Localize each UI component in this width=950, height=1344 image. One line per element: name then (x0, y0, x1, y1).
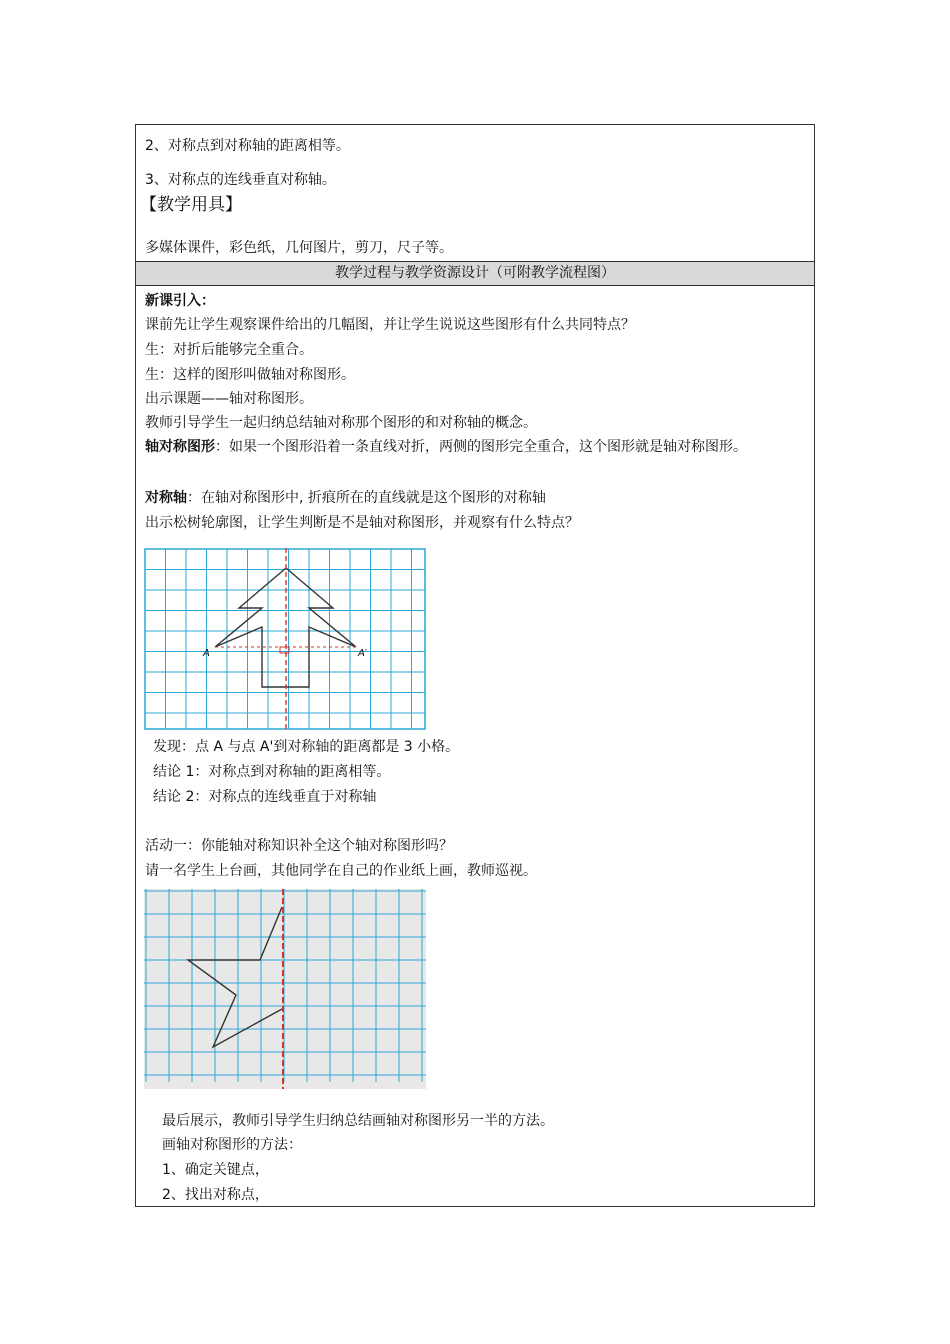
definition-axis: 对称轴：在轴对称图形中, 折痕所在的直线就是这个图形的对称轴 (145, 490, 546, 506)
ending-3: 1、确定关键点， (162, 1162, 269, 1178)
section-band-title: 教学过程与教学资源设计（可附教学流程图） (136, 261, 814, 286)
star-half-figure (144, 889, 426, 1089)
activity-2: 请一名学生上台画，其他同学在自己的作业纸上画，教师巡视。 (145, 863, 537, 879)
pine-tree-figure (144, 548, 426, 730)
definition-symmetric-figure: 轴对称图形：如果一个图形沿着一条直线对折，两侧的图形完全重合，这个图形就是轴对称图形。 (145, 439, 747, 455)
ending-2: 画轴对称图形的方法： (162, 1137, 302, 1153)
finding: 发现：点 A 与点 A'到对称轴的距离都是 3 小格。 (153, 739, 460, 755)
ending-1: 最后展示，教师引导学生归纳总结画轴对称图形另一半的方法。 (162, 1113, 554, 1129)
point-a-label: A (203, 648, 210, 659)
lesson-table (135, 124, 815, 1207)
intro-p3: 生：这样的图形叫做轴对称图形。 (145, 367, 355, 383)
conclusion-1: 结论 1：对称点到对称轴的距离相等。 (153, 764, 391, 780)
intro-p6: 出示松树轮廓图，让学生判断是不是轴对称图形，并观察有什么特点？ (145, 515, 579, 531)
tools-text: 多媒体课件，彩色纸，几何图片，剪刀，尺子等。 (145, 240, 453, 256)
grid-background (144, 889, 426, 1089)
grid-border (145, 549, 425, 729)
intro-heading: 新课引入： (145, 293, 215, 309)
intro-p5: 教师引导学生一起归纳总结轴对称那个图形的和对称轴的概念。 (145, 415, 537, 431)
objective-2: 2、对称点到对称轴的距离相等。 (145, 138, 350, 154)
intro-p1: 课前先让学生观察课件给出的几幅图，并让学生说说这些图形有什么共同特点？ (145, 317, 635, 333)
tools-heading: 【教学用具】 (140, 195, 242, 215)
point-a-prime-label: A′ (358, 648, 368, 659)
objectives-section (136, 125, 814, 261)
objective-3: 3、对称点的连线垂直对称轴。 (145, 172, 336, 188)
conclusion-2: 结论 2：对称点的连线垂直于对称轴 (153, 789, 377, 805)
intro-p2: 生：对折后能够完全重合。 (145, 342, 313, 358)
intro-p4: 出示课题——轴对称图形。 (145, 391, 313, 407)
ending-4: 2、找出对称点， (162, 1187, 269, 1203)
activity-1: 活动一：你能轴对称知识补全这个轴对称图形吗？ (145, 838, 453, 854)
